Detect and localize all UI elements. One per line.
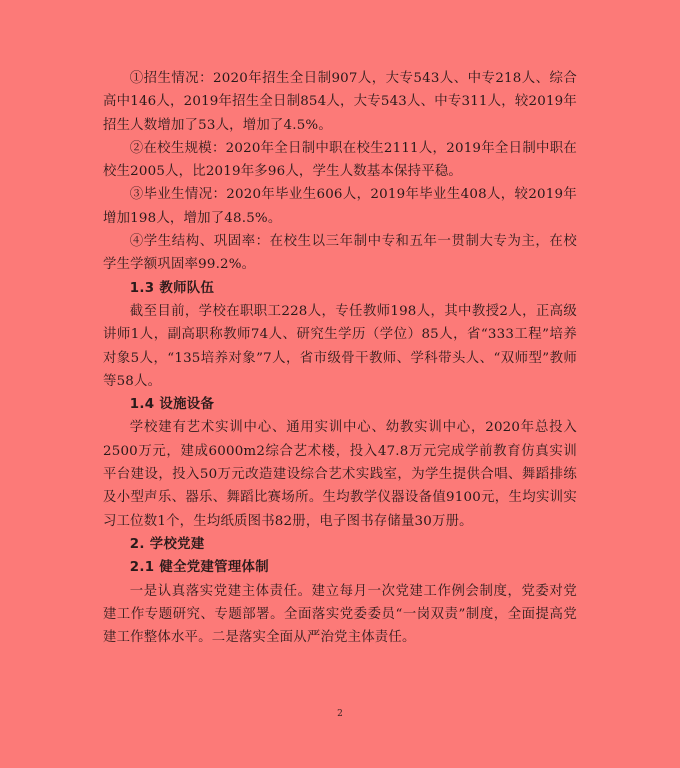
paragraph-facilities: 学校建有艺术实训中心、通用实训中心、幼教实训中心，2020年总投入2500万元，建成6000m2综合艺术楼，投入47.8万元完成学前教育仿真实训平台建设，投入50万元改造建设综合艺术实践室，为学生提供合唱、舞蹈排练及小型声乐、器乐、舞蹈比赛场所。生均教学仪器设备值9100元，生均实训实习工位数1个，生均纸质图书82册，电子图书存储量30万册。 bbox=[103, 420, 577, 529]
heading-teachers: 1.3 教师队伍 bbox=[129, 280, 215, 296]
paragraph-teachers: 截至目前，学校在职职工228人，专任教师198人，其中教授2人，正高级讲师1人，副高职称教师74人、研究生学历（学位）85人，省“333工程”培养对象5人，“135培养对象”7人，省市级骨干教师、学科带头人、“双师型”教师等58人。 bbox=[103, 303, 577, 389]
paragraph-enrollment: ①招生情况：2020年招生全日制907人，大专543人、中专218人、综合高中146人，2019年招生全日制854人，大专543人、中专311人，较2019年招生人数增加了53人，增加了4.5%。 bbox=[103, 71, 577, 133]
paragraph-student-structure: ④学生结构、巩固率：在校生以三年制中专和五年一贯制大专为主，在校学生学额巩固率99.2%。 bbox=[103, 234, 577, 273]
heading-party-management: 2.1 健全党建管理体制 bbox=[129, 560, 269, 576]
heading-party-building: 2. 学校党建 bbox=[129, 536, 205, 552]
document-body bbox=[103, 67, 577, 649]
heading-facilities: 1.4 设施设备 bbox=[129, 397, 215, 413]
paragraph-party-management: 一是认真落实党建主体责任。建立每月一次党建工作例会制度，党委对党建工作专题研究、专题部署。全面落实党委委员“一岗双责”制度，全面提高党建工作整体水平。二是落实全面从严治党主体责任。 bbox=[103, 583, 577, 646]
paragraph-graduates: ③毕业生情况：2020年毕业生606人，2019年毕业生408人，较2019年增加198人，增加了48.5%。 bbox=[103, 187, 577, 226]
paragraph-enrolled-students: ②在校生规模：2020年全日制中职在校生2111人，2019年全日制中职在校生2005人，比2019年多96人，学生人数基本保持平稳。 bbox=[103, 140, 577, 180]
page-number: 2 bbox=[337, 709, 343, 719]
